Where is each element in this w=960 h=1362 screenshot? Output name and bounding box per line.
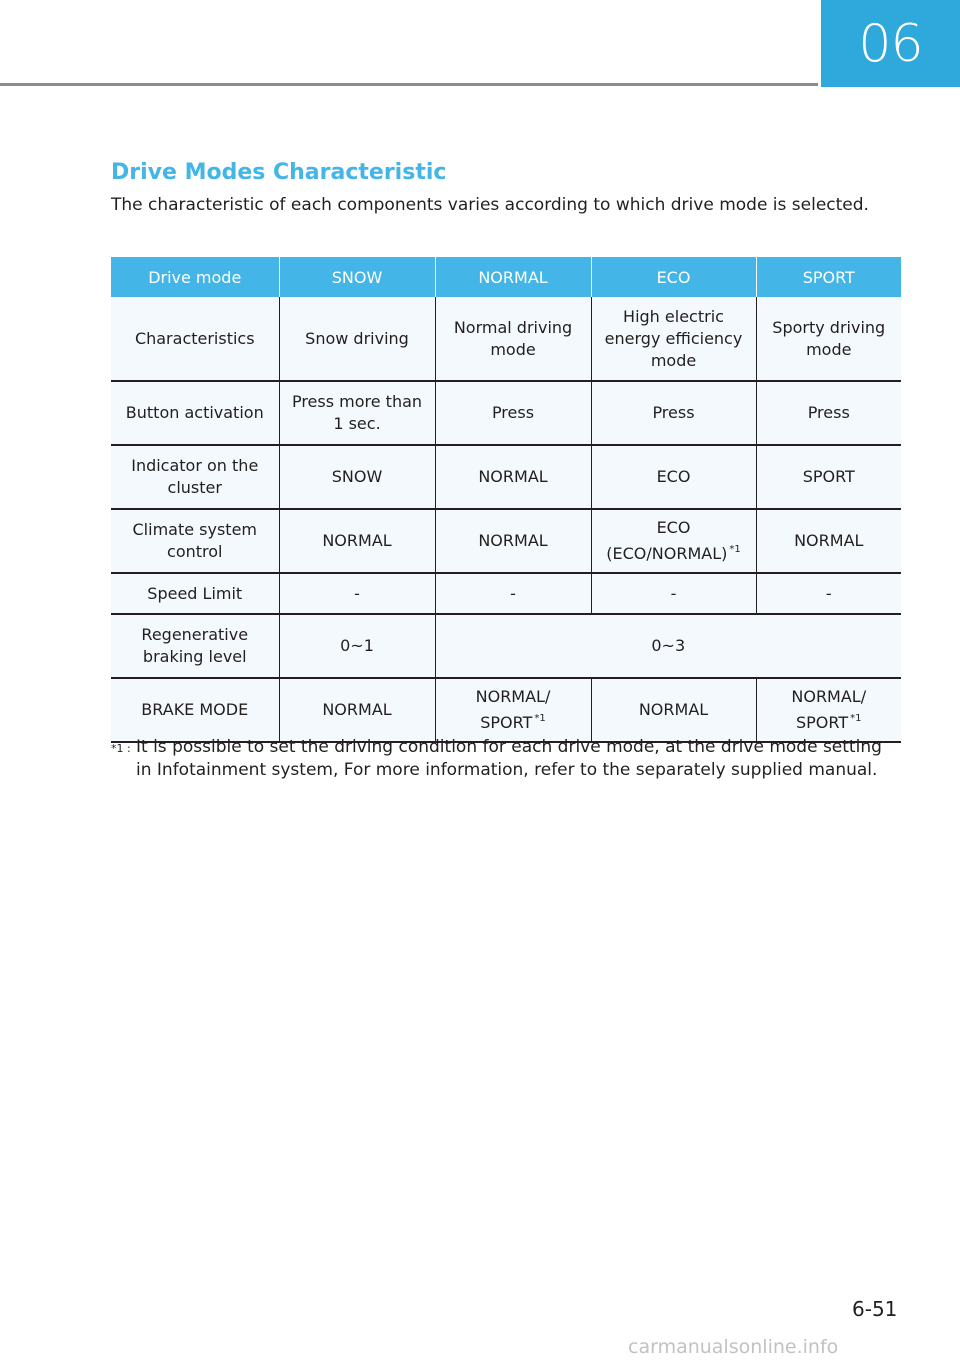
section-title: Drive Modes Characteristic [111,160,447,185]
cell-eco: - [591,573,756,614]
row-label: Button activation [111,381,279,445]
header-eco: ECO [591,257,756,297]
header-sport: SPORT [756,257,901,297]
page-number: 6-51 [852,1297,898,1321]
cell-normal-line1: NORMAL/ [475,687,551,706]
drive-modes-table [111,257,901,743]
cell-snow: Snow driving [279,297,435,381]
cell-normal: Press [435,381,591,445]
header-rule [0,83,818,86]
footnote-text: It is possible to set the driving condition for each drive mode, at the drive mode setting in Infotainment system, For more information, refer to the separately supplied manual. [136,737,882,780]
cell-snow: NORMAL [279,509,435,573]
cell-sport [756,678,901,742]
intro-text: The characteristic of each components varies according to which drive mode is selected. [111,195,869,215]
row-label: Speed Limit [111,573,279,614]
cell-eco [591,509,756,573]
table-row-speed-limit [111,573,901,614]
cell-snow: 0~1 [279,614,435,678]
header-drive-mode: Drive mode [111,257,279,297]
cell-normal: NORMAL [435,445,591,509]
cell-normal [435,678,591,742]
footnote-ref: *1 [534,713,546,724]
footnote-mark: *1 : [111,742,131,755]
chapter-tab: 06 [821,0,960,87]
row-label: Indicator on the cluster [111,445,279,509]
cell-normal-line2: SPORT [480,713,533,732]
cell-sport-line2: SPORT [796,713,849,732]
footnote [111,736,901,782]
table-row-indicator [111,445,901,509]
table-row-characteristics [111,297,901,381]
cell-snow: - [279,573,435,614]
table-row-climate [111,509,901,573]
cell-eco-line2: (ECO/NORMAL) [606,544,728,563]
cell-snow: Press more than 1 sec. [279,381,435,445]
row-label: Regenerative braking level [111,614,279,678]
cell-sport: Press [756,381,901,445]
header-snow: SNOW [279,257,435,297]
cell-normal-eco-sport: 0~3 [435,614,901,678]
cell-eco: ECO [591,445,756,509]
cell-snow: NORMAL [279,678,435,742]
header-normal: NORMAL [435,257,591,297]
table-row-button-activation [111,381,901,445]
cell-eco: Press [591,381,756,445]
cell-sport: - [756,573,901,614]
row-label: Climate system control [111,509,279,573]
footnote-ref: *1 [729,544,741,555]
cell-normal: - [435,573,591,614]
table-row-brake-mode [111,678,901,742]
row-label: BRAKE MODE [111,678,279,742]
cell-eco-line1: ECO [656,518,691,537]
cell-snow: SNOW [279,445,435,509]
watermark: carmanualsonline.info [628,1336,839,1358]
cell-sport: SPORT [756,445,901,509]
cell-normal: NORMAL [435,509,591,573]
row-label: Characteristics [111,297,279,381]
cell-normal: Normal driving mode [435,297,591,381]
cell-sport: NORMAL [756,509,901,573]
table-row-regenerative [111,614,901,678]
footnote-ref: *1 [850,713,862,724]
cell-eco: High electric energy efficiency mode [591,297,756,381]
cell-sport: Sporty driving mode [756,297,901,381]
cell-eco: NORMAL [591,678,756,742]
cell-sport-line1: NORMAL/ [791,687,867,706]
table-header-row [111,257,901,297]
